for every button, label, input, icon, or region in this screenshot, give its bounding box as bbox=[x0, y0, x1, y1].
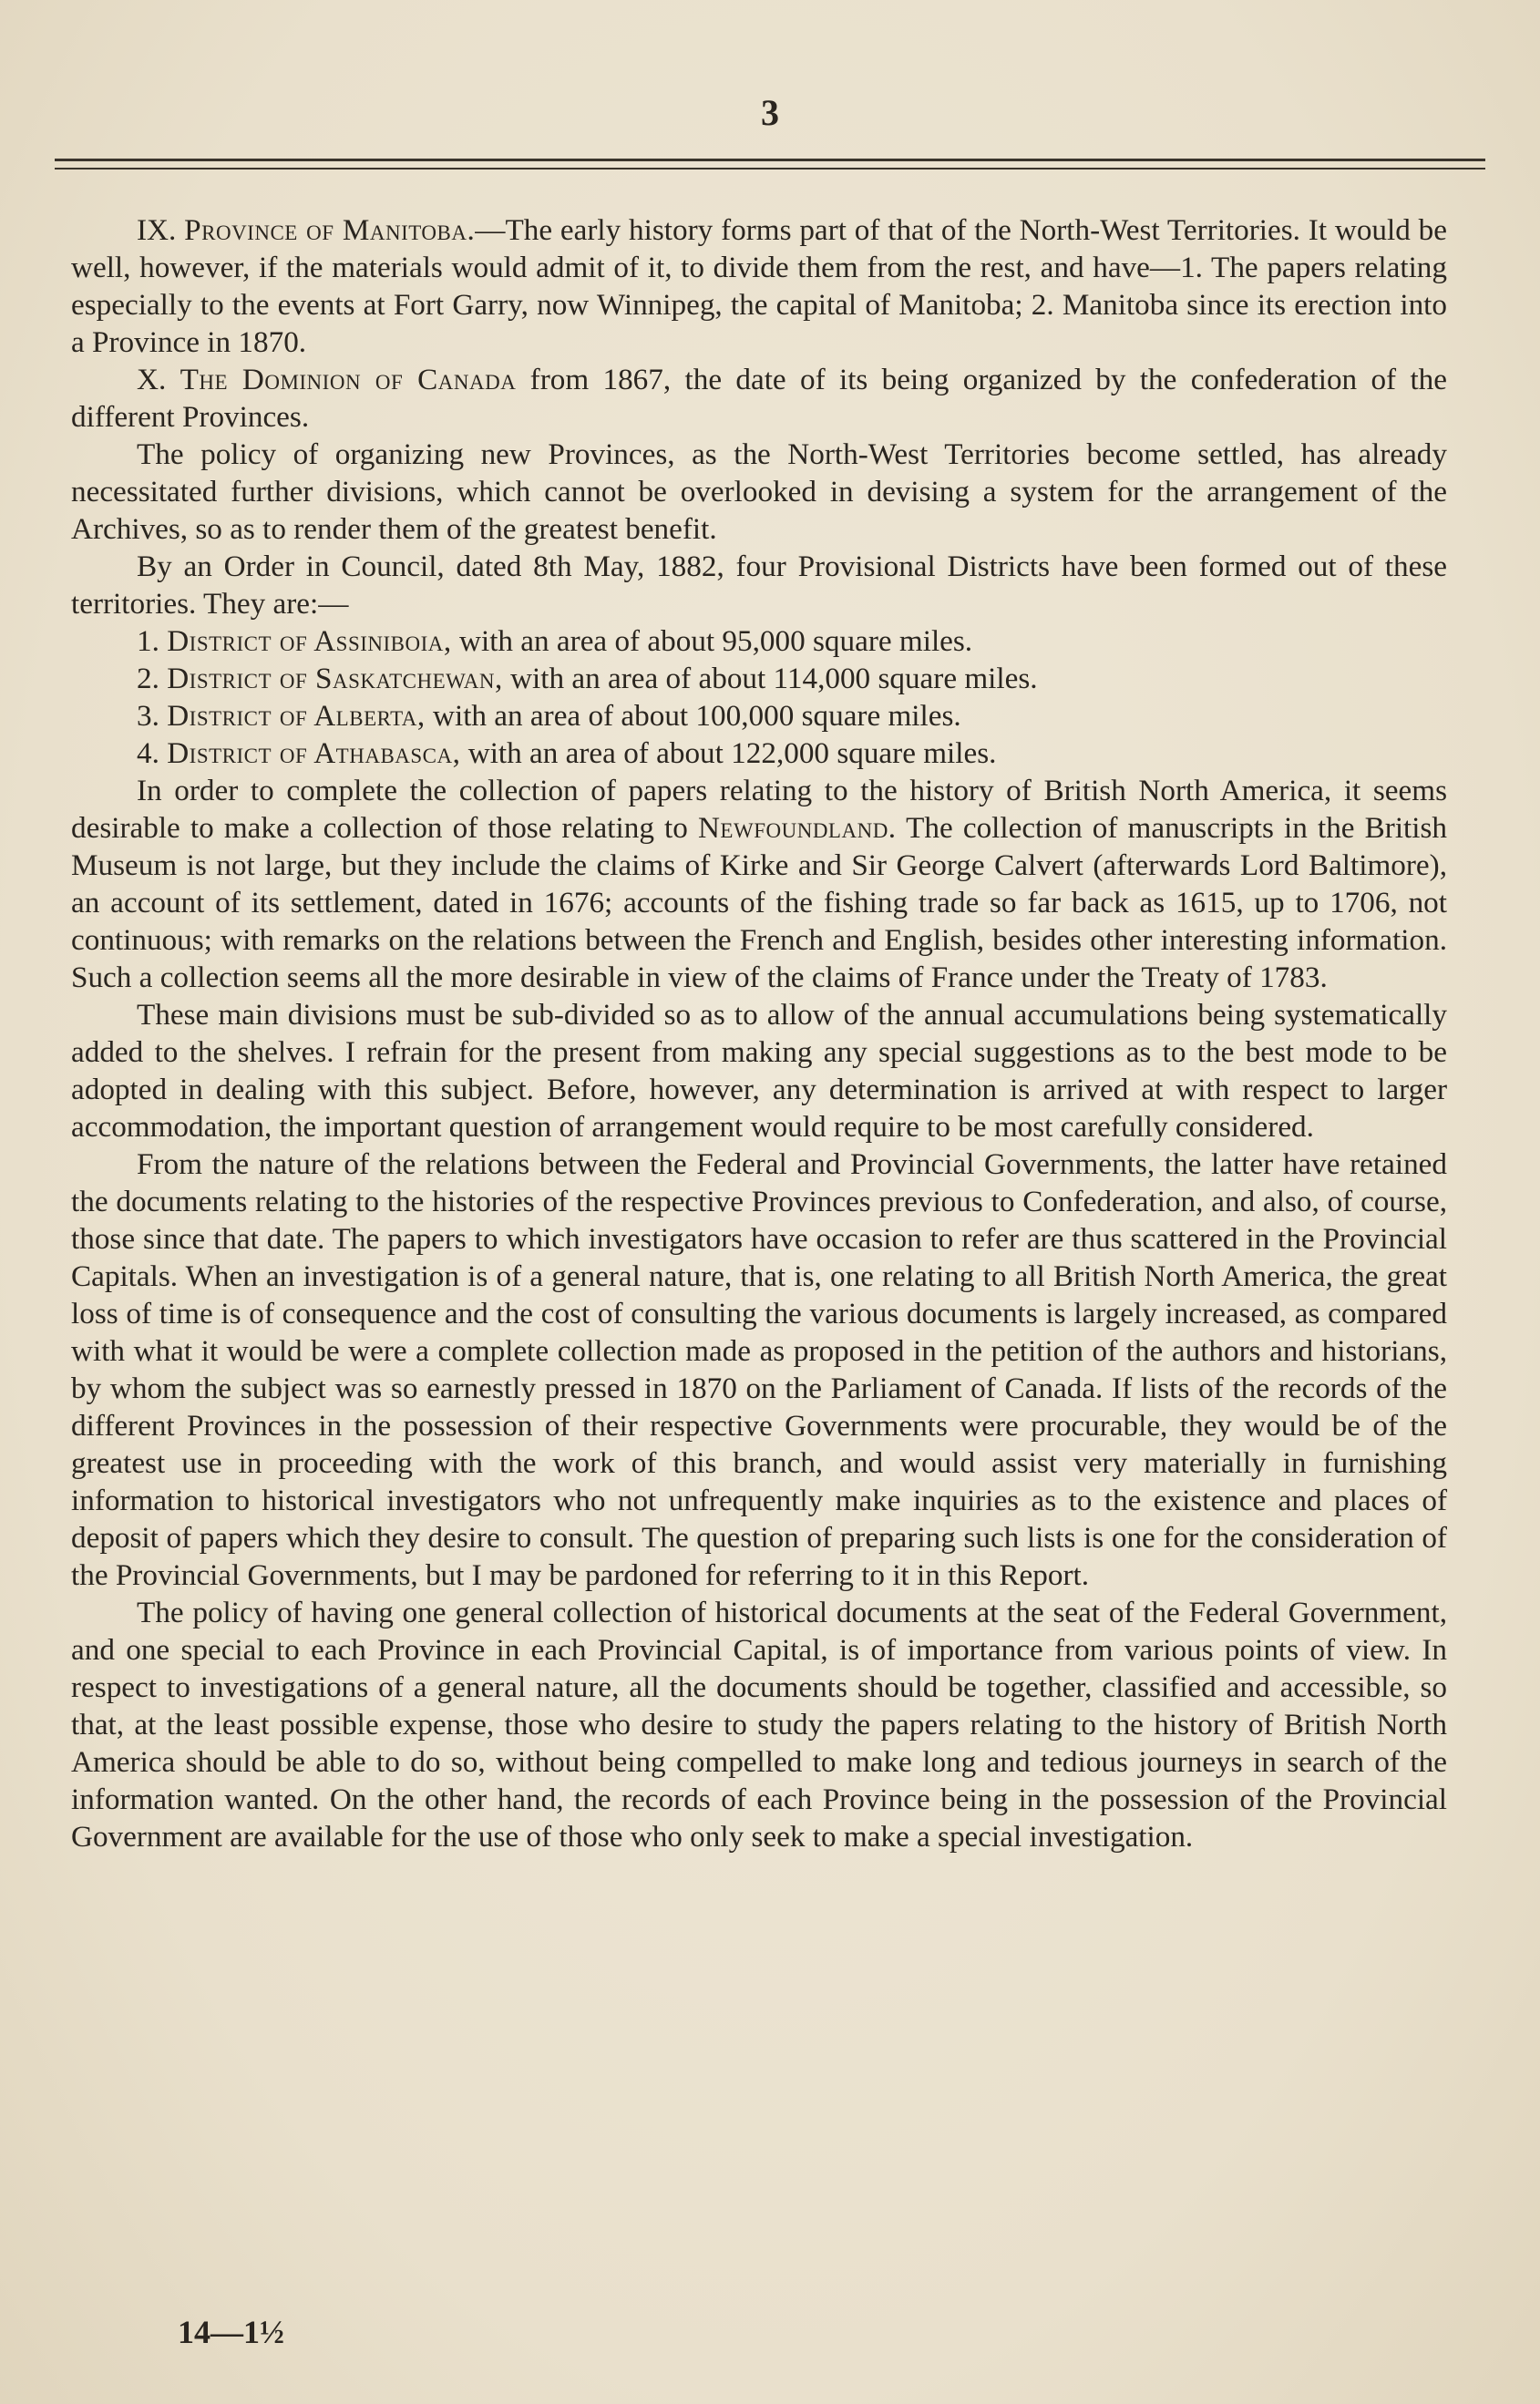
district-number: 4. bbox=[137, 736, 168, 770]
paragraph-policy bbox=[71, 436, 1447, 548]
district-number: 3. bbox=[137, 699, 168, 733]
paragraph-text: By an Order in Council, dated 8th May, 1882, four Provisional Districts have been formed out of these territories. They are:— bbox=[71, 550, 1447, 621]
district-number: 1. bbox=[137, 624, 168, 658]
body-text bbox=[71, 211, 1447, 1855]
district-description: with an area of about 122,000 square miles. bbox=[460, 736, 997, 770]
paragraph-order-in-council bbox=[71, 548, 1447, 622]
paragraph-text: —The early history forms part of that of the North-West Territories. It would be well, however, if the materials would admit of it, to divide them from the rest, and have—1. The papers relating especially to the events at Fort Garry, now Winnipeg, the capital of Manitoba; 2. Manitoba since its erection into a Province in 1870. bbox=[71, 213, 1447, 359]
district-item bbox=[71, 622, 1447, 660]
district-item bbox=[71, 660, 1447, 697]
signature-mark: 14—1½ bbox=[178, 2314, 284, 2350]
paragraph-text: The collection of manuscripts in the British Museum is not large, but they include the claims of Kirke and Sir George Calvert (afterwards Lord Baltimore), an account of its settlement, dated in 1676; accounts of the fishing trade so far back as 1615, up to 1706, not continuous; with remarks on the relations between the French and English, besides other interesting information. Such a collection seems all the more desirable in view of the claims of France under the Treaty of 1783. bbox=[71, 811, 1448, 994]
section-heading-newfoundland: Newfoundland. bbox=[697, 811, 897, 845]
section-number: X. bbox=[137, 363, 180, 396]
paragraph-dominion bbox=[71, 361, 1447, 436]
district-name: District of Alberta, bbox=[167, 699, 426, 733]
paragraph-federal-provincial: From the nature of the relations between the Federal and Provincial Governments, the latter have retained the documents relating to the histories of the respective Provinces previous to Confederation, and also, of course, those since that date. The papers to which investigators have occasion to refer are thus scattered in the Provincial Capitals. When an investigation is of a general nature, that is, one relating to all British North America, the great loss of time is of consequence and the cost of consulting the various documents is largely increased, as compared with what it would be were a complete collection made as proposed in the petition of the authors and historians, by whom the subject was so earnestly pressed in 1870 on the Parliament of Canada. If lists of the records of the different Provinces in the possession of their respective Governments were procurable, they would be of the greatest use in proceeding with the work of this branch, and would assist very materially in furnishing information to historical investigators who not unfrequently make inquiries as to the existence and places of deposit of papers which they desire to consult. The question of preparing such lists is one for the consideration of the Provincial Governments, but I may be pardoned for referring to it in this Report. bbox=[71, 1147, 1447, 1592]
header-rule-thick bbox=[55, 159, 1485, 161]
paragraph-text: The policy of organizing new Provinces, as the North-West Territories become settled, has already necessitated further divisions, which cannot be overlooked in devising a system for the arrangement of the Archives, so as to render them of the greatest benefit. bbox=[71, 437, 1447, 546]
district-number: 2. bbox=[137, 662, 168, 695]
district-name: District of Saskatchewan, bbox=[167, 662, 503, 695]
district-item bbox=[71, 735, 1447, 772]
district-description: with an area of about 114,000 square miles. bbox=[502, 662, 1038, 695]
district-description: with an area of about 95,000 square miles. bbox=[451, 624, 973, 658]
district-description: with an area of about 100,000 square miles. bbox=[425, 699, 961, 733]
paragraph-text: In order to complete the collection of papers relating to the history of British North America, it seems desirable to make a collection of those relating to bbox=[71, 774, 1447, 845]
header-rule-thin bbox=[55, 168, 1485, 170]
district-item bbox=[71, 697, 1447, 735]
district-name: District of Athabasca, bbox=[167, 736, 461, 770]
paragraph-manitoba bbox=[71, 211, 1447, 361]
page-number: 3 bbox=[761, 92, 779, 133]
section-heading-manitoba: Province of Manitoba. bbox=[184, 213, 476, 247]
section-number: IX. bbox=[137, 213, 185, 247]
paragraph-newfoundland bbox=[71, 772, 1447, 996]
paragraph-subdivisions: These main divisions must be sub-divided so as to allow of the annual accumulations being systematically added to the shelves. I refrain for the present from making any special suggestions as to the best mode to be adopted in dealing with this subject. Before, however, any determination is arrived at with respect to larger accommodation, the important question of arrangement would require to be most carefully considered. bbox=[71, 998, 1447, 1144]
section-heading-dominion: The Dominion of Canada bbox=[180, 363, 517, 396]
district-name: District of Assiniboia, bbox=[167, 624, 452, 658]
paragraph-text: from 1867, the date of its being organized by the confederation of the different Provinces. bbox=[71, 363, 1447, 434]
paragraph-general-collection: The policy of having one general collection of historical documents at the seat of the Federal Government, and one special to each Province in each Provincial Capital, is of importance from various points of view. In respect to investigations of a general nature, all the documents should be together, classified and accessible, so that, at the least possible expense, those who desire to study the papers relating to the history of British North America should be able to do so, without being compelled to make long and tedious journeys in search of the information wanted. On the other hand, the records of each Province being in the possession of the Provincial Government are available for the use of those who only seek to make a special investigation. bbox=[71, 1596, 1447, 1854]
